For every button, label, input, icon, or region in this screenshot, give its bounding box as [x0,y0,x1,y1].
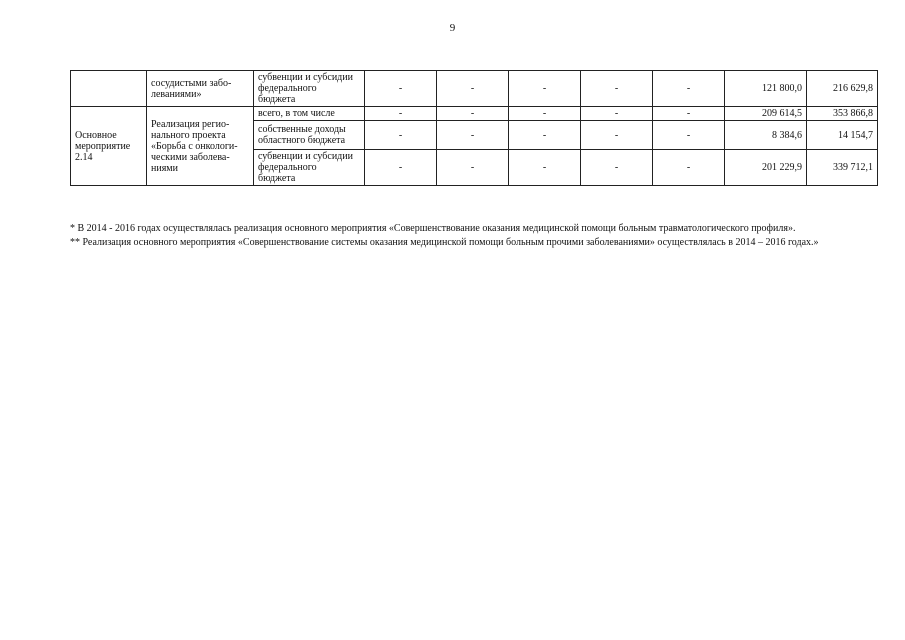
value-cell-3: - [509,107,581,121]
value-cell-4: - [581,121,653,150]
funding-source-cell: субвенции и субсидии федерального бюджета [254,71,365,107]
value-cell-3: - [509,121,581,150]
value-cell-2: - [437,150,509,186]
value-cell-3: - [509,71,581,107]
value-cell-6: 8 384,6 [725,121,807,150]
value-cell-7: 14 154,7 [807,121,878,150]
funding-source-cell: собственные доходы областного бюджета [254,121,365,150]
budget-table [70,70,878,186]
value-cell-5: - [653,107,725,121]
value-cell-1: - [365,71,437,107]
footnotes [70,222,880,250]
value-cell-7: 339 712,1 [807,150,878,186]
value-cell-3: - [509,150,581,186]
value-cell-1: - [365,107,437,121]
value-cell-7: 353 866,8 [807,107,878,121]
footnote-1: * В 2014 - 2016 годах осуществлялась реализация основного мероприятия «Совершенствование оказания медицинской помощи больным травматологического профиля». [70,223,796,234]
value-cell-6: 209 614,5 [725,107,807,121]
table-row [71,107,878,121]
value-cell-2: - [437,71,509,107]
value-cell-7: 216 629,8 [807,71,878,107]
value-cell-5: - [653,71,725,107]
activity-cell [71,71,147,107]
value-cell-5: - [653,121,725,150]
activity-cell: Основное мероприятие 2.14 [71,107,147,186]
value-cell-4: - [581,71,653,107]
value-cell-4: - [581,150,653,186]
activity-name-cell: Реализация регио- нального проекта «Борьба с онкологи- ческими заболева- ниями [147,107,254,186]
value-cell-1: - [365,150,437,186]
value-cell-5: - [653,150,725,186]
page-number: 9 [449,22,456,34]
footnote-2: ** Реализация основного мероприятия «Совершенствование системы оказания медицинской помощи больным прочими заболеваниями» осуществлялась в 2014 – 2016 годах.» [70,237,819,248]
value-cell-1: - [365,121,437,150]
value-cell-2: - [437,107,509,121]
value-cell-2: - [437,121,509,150]
table-row [71,71,878,107]
funding-source-cell: всего, в том числе [254,107,365,121]
value-cell-4: - [581,107,653,121]
funding-source-cell: субвенции и субсидии федерального бюджета [254,150,365,186]
activity-name-cell: сосудистыми забо- леваниями» [147,71,254,107]
value-cell-6: 121 800,0 [725,71,807,107]
value-cell-6: 201 229,9 [725,150,807,186]
